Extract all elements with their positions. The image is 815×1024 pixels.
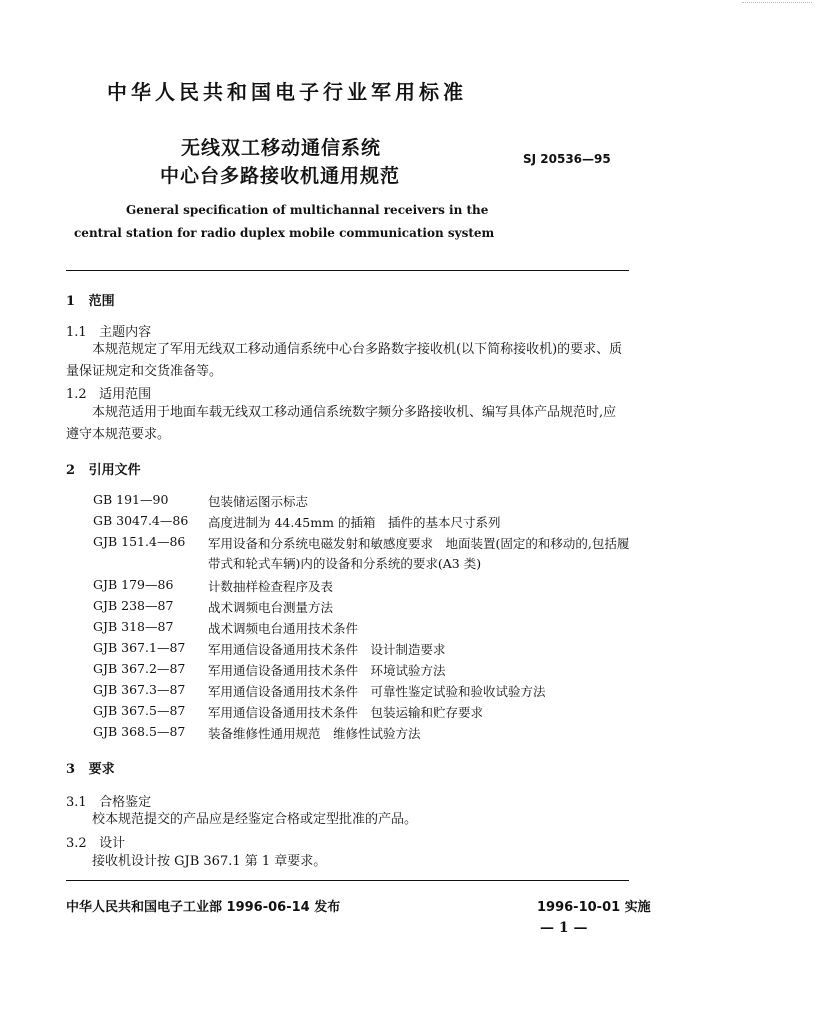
section-title: 合格鉴定 [99,795,152,810]
section-number: 1.2 [66,387,87,402]
reference-title: 军用通信设备通用技术条件 可靠性鉴定试验和验收试验方法 [208,684,546,699]
reference-title: 军用通信设备通用技术条件 设计制造要求 [208,642,446,657]
section-3-1-heading [66,791,151,810]
section-number: 3.2 [66,836,87,851]
section-3-2-text: 接收机设计按 GJB 367.1 第 1 章要求。 [92,854,327,869]
section-title: 要求 [88,762,115,777]
header-rule [66,270,629,271]
section-title: 设计 [99,836,126,851]
section-1-1-text: 本规范规定了军用无线双工移动通信系统中心台多路数字接收机(以下简称接收机)的要求、质量保证规定和交货准备等。 [66,342,623,379]
section-3-2-heading [66,832,125,851]
section-title: 引用文件 [88,463,141,478]
reference-code: GJB 238—87 [93,598,174,613]
title-line-2: 中心台多路接收机通用规范 [160,165,401,187]
section-number: 2 [66,463,76,478]
section-3-heading [66,758,115,777]
title-line-1: 无线双工移动通信系统 [181,137,382,159]
reference-code: GJB 367.1—87 [93,640,186,655]
section-number: 3.1 [66,795,87,810]
reference-title: 计数抽样检查程序及表 [208,579,334,594]
section-number: 1 [66,294,76,309]
section-title: 范围 [88,294,115,309]
reference-code: GB 191—90 [93,492,169,507]
scan-corner-mark [742,2,812,6]
section-title: 主题内容 [99,325,152,340]
reference-code: GJB 367.5—87 [93,703,186,718]
reference-code: GJB 318—87 [93,619,174,634]
reference-code: GJB 367.2—87 [93,661,186,676]
section-number: 1.1 [66,325,87,340]
footer-rule [66,880,629,881]
reference-title: 战术调频电台通用技术条件 [208,621,359,636]
section-3-1-text: 校本规范提交的产品应是经鉴定合格或定型批准的产品。 [92,812,418,827]
section-1-1-heading [66,321,151,340]
page-number: — 1 — [540,920,588,936]
reference-title: 战术调频电台测量方法 [208,600,334,615]
reference-code: GJB 367.3—87 [93,682,186,697]
reference-code: GJB 151.4—86 [93,534,186,549]
section-1-heading [66,290,115,309]
effective-date: 1996-10-01 实施 [537,900,651,915]
section-2-heading [66,459,141,478]
reference-title: 军用设备和分系统电磁发射和敏感度要求 地面装置(固定的和移动的,包括履带式和轮式车辆)内的设备和分系统的要求(A3 类) [208,536,630,571]
english-title-line-1: General specification of multichannal receivers in the [126,203,489,217]
section-1-2-heading [66,383,151,402]
section-number: 3 [66,762,76,777]
reference-title: 包装储运图示标志 [208,494,309,509]
issue-date: 中华人民共和国电子工业部 1996-06-14 发布 [66,900,341,915]
standard-number: SJ 20536—95 [523,152,611,166]
issuing-organization: 中华人民共和国电子行业军用标准 [107,80,467,104]
reference-code: GJB 179—86 [93,577,174,592]
reference-title: 军用通信设备通用技术条件 环境试验方法 [208,663,446,678]
section-title: 适用范围 [99,387,152,402]
reference-title: 高度进制为 44.45mm 的插箱 插件的基本尺寸系列 [208,515,501,530]
reference-title: 军用通信设备通用技术条件 包装运输和贮存要求 [208,705,484,720]
reference-code: GJB 368.5—87 [93,724,186,739]
section-1-2-text: 本规范适用于地面车载无线双工移动通信系统数字频分多路接收机、编写具体产品规范时,应遵守本规范要求。 [66,405,617,442]
reference-code: GB 3047.4—86 [93,513,189,528]
english-title-line-2: central station for radio duplex mobile communication system [74,226,495,240]
reference-title: 装备维修性通用规范 维修性试验方法 [208,726,421,741]
